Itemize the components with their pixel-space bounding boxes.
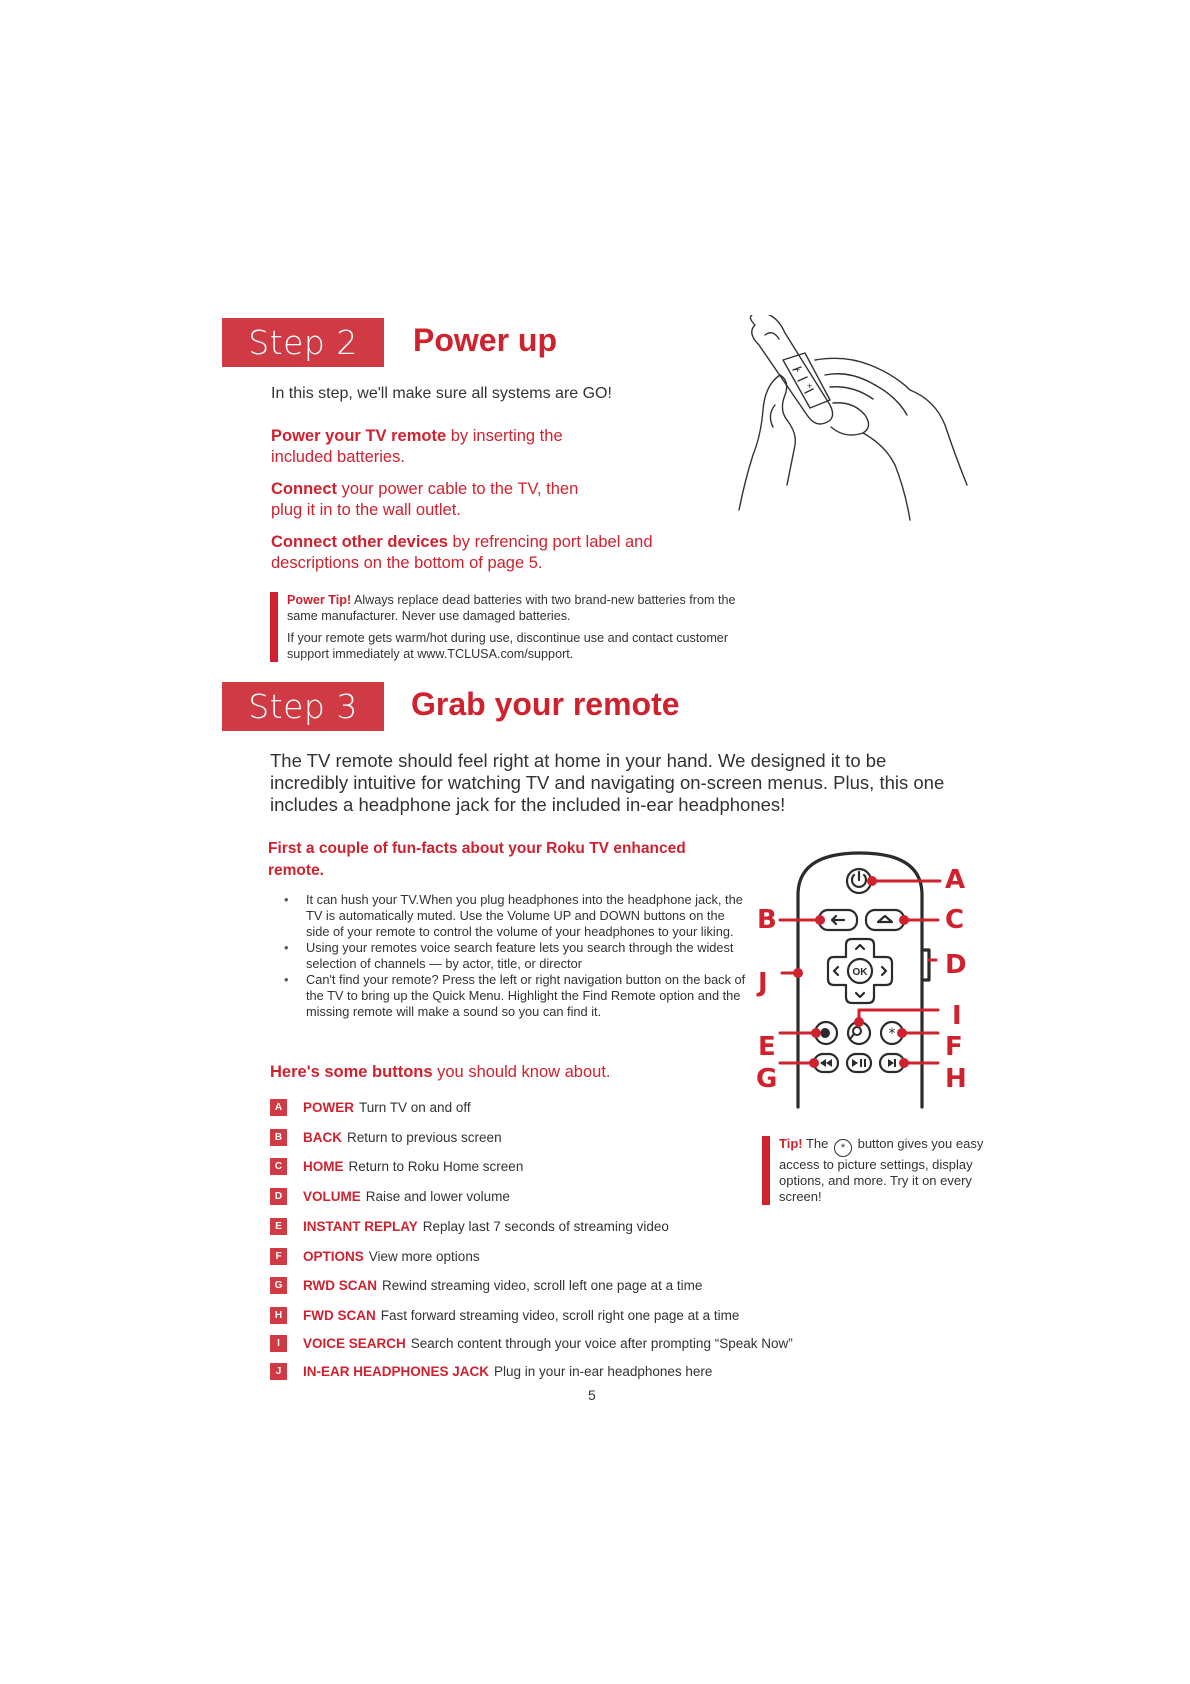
options-tip-post: button gives you easy access to picture settings, display options, and more. Try it on every screen! [779, 1136, 984, 1204]
button-desc: Search content through your voice after prompting “Speak Now” [410, 1335, 793, 1351]
instruction-2 [271, 479, 591, 521]
button-desc: Replay last 7 seconds of streaming video [422, 1218, 669, 1234]
buttons-heading-rest: you should know about. [432, 1063, 611, 1081]
button-name: VOICE SEARCH [303, 1335, 406, 1351]
instruction-3 [271, 532, 691, 574]
button-desc: View more options [368, 1248, 480, 1264]
battery-insert-illustration [735, 315, 975, 525]
button-legend-row [270, 1217, 669, 1235]
button-desc: Return to previous screen [347, 1129, 502, 1145]
step3-intro: The TV remote should feel right at home in your hand. We designed it to be incredibly intuitive for watching TV and navigating on-screen menus. Plus, this one includes a headphone jack for the included in-ear headphones! [270, 750, 945, 815]
page-number: 5 [588, 1387, 596, 1403]
svg-text:+: + [795, 365, 801, 375]
step3-label: Step 3 [222, 682, 384, 731]
power-tip [270, 592, 767, 662]
instruction-1 [271, 426, 591, 468]
button-name: FWD SCAN [303, 1307, 376, 1323]
power-tip-line2: If your remote gets warm/hot during use, discontinue use and contact customer support immediately at www.TCLUSA.com/support. [287, 631, 729, 661]
instruction-3-bold: Connect other devices [271, 533, 448, 551]
key-badge: G [270, 1277, 287, 1294]
button-legend-row [270, 1362, 712, 1380]
step2-intro: In this step, we'll make sure all systems are GO! [271, 385, 612, 402]
key-badge: D [270, 1188, 287, 1205]
button-legend-row [270, 1098, 471, 1116]
power-tip-label: Power Tip! [287, 593, 352, 607]
buttons-heading [270, 1063, 611, 1082]
callout-j: J [758, 968, 768, 998]
callout-g: G [756, 1064, 778, 1094]
button-name: BACK [303, 1129, 342, 1145]
button-name: HOME [303, 1158, 344, 1174]
key-badge: A [270, 1099, 287, 1116]
facts-heading: First a couple of fun-facts about your Roku TV enhanced remote. [268, 840, 686, 879]
button-name: OPTIONS [303, 1248, 364, 1264]
button-legend-row [270, 1276, 702, 1294]
step3-title: Grab your remote [411, 686, 680, 722]
key-badge: F [270, 1248, 287, 1265]
callout-e: E [758, 1032, 776, 1062]
key-badge: E [270, 1218, 287, 1235]
svg-text:*: * [888, 1026, 896, 1042]
button-legend-row [270, 1247, 480, 1265]
instruction-1-bold: Power your TV remote [271, 427, 447, 445]
button-desc: Raise and lower volume [365, 1188, 510, 1204]
callout-i: I [952, 1001, 962, 1031]
key-badge: I [270, 1335, 287, 1352]
button-legend-row [270, 1306, 739, 1324]
callout-h: H [945, 1064, 967, 1094]
button-name: VOLUME [303, 1188, 361, 1204]
asterisk-icon: * [834, 1139, 852, 1157]
options-tip-label: Tip! [779, 1136, 803, 1151]
key-badge: J [270, 1363, 287, 1380]
button-name: INSTANT REPLAY [303, 1218, 418, 1234]
instruction-1-text: by inserting the included batteries. [271, 427, 563, 466]
step2-label: Step 2 [222, 318, 384, 367]
facts-list [272, 892, 750, 1020]
button-legend-row [270, 1128, 502, 1146]
button-name: POWER [303, 1099, 355, 1115]
fact-item: • Can't find your remote? Press the left or right navigation button on the back of the TV to bring up the Quick Menu. Highlight the Find Remote option and the missing remote will make a sound so you can find it. [272, 972, 750, 1020]
instruction-2-bold: Connect [271, 480, 337, 498]
button-legend-row [270, 1157, 523, 1175]
power-tip-text1: Always replace dead batteries with two brand-new batteries from the same manufacturer. Never use damaged batteries. [287, 593, 736, 623]
button-desc: Fast forward streaming video, scroll right one page at a time [380, 1307, 740, 1323]
power-tip-line1 [287, 592, 767, 624]
button-desc: Rewind streaming video, scroll left one page at a time [382, 1277, 703, 1293]
key-badge: C [270, 1158, 287, 1175]
options-tip-pre: The [802, 1136, 832, 1151]
ok-label: OK [852, 967, 868, 978]
button-desc: Turn TV on and off [359, 1099, 471, 1115]
key-badge: B [270, 1129, 287, 1146]
instruction-2-text: your power cable to the TV, then plug it in to the wall outlet. [271, 480, 579, 519]
options-tip [762, 1136, 1009, 1205]
button-name: IN-EAR HEADPHONES JACK [303, 1363, 490, 1379]
button-name: RWD SCAN [303, 1277, 377, 1293]
callout-b: B [757, 905, 777, 935]
svg-text:+: + [807, 381, 813, 391]
buttons-heading-bold: Here's some buttons [270, 1063, 433, 1081]
callout-f: F [945, 1032, 963, 1062]
fact-item: • Using your remotes voice search feature lets you search through the widest selection of channels — by actor, title, or director [272, 940, 750, 972]
callout-d: D [945, 950, 967, 980]
button-desc: Plug in your in-ear headphones here [494, 1363, 713, 1379]
instruction-3-text: by refrencing port label and descriptions on the bottom of page 5. [271, 533, 653, 572]
fact-item: • It can hush your TV.When you plug headphones into the headphone jack, the TV is automatically muted. Use the Volume UP and DOWN buttons on the side of your remote to control the volume of your headphones to your liking. [272, 892, 750, 940]
callout-c: C [945, 905, 965, 935]
button-legend-row [270, 1334, 793, 1352]
callout-a: A [945, 865, 966, 895]
button-legend-row [270, 1187, 510, 1205]
step2-title: Power up [413, 322, 558, 358]
button-desc: Return to Roku Home screen [348, 1158, 524, 1174]
key-badge: H [270, 1307, 287, 1324]
